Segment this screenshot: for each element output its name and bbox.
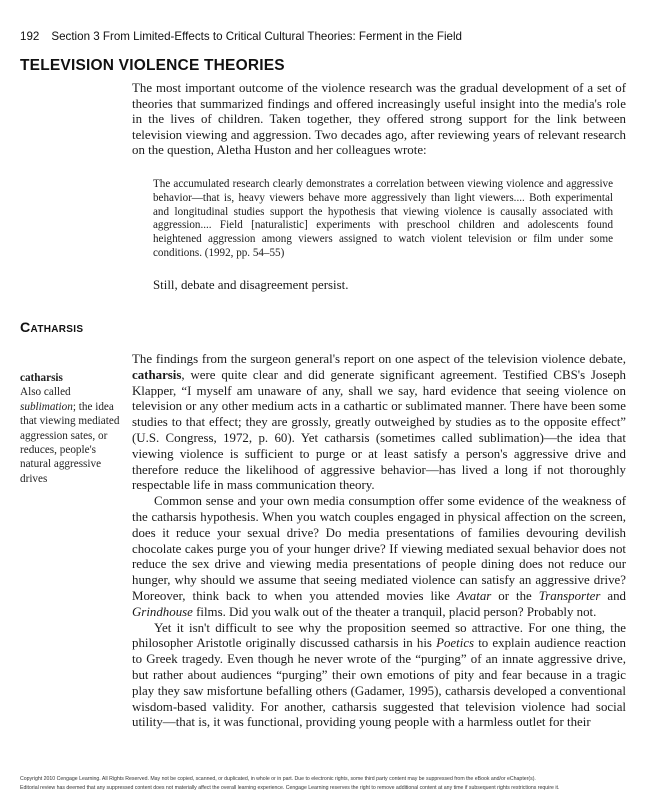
copyright-footer bbox=[20, 775, 630, 792]
film-title-grindhouse: Grindhouse bbox=[132, 604, 193, 619]
p1-key-term: catharsis bbox=[132, 367, 182, 382]
after-quote-paragraph: Still, debate and disagreement persist. bbox=[153, 278, 349, 292]
footer-line-1: Copyright 2010 Cengage Learning. All Rights Reserved. May not be copied, scanned, or duplicated, in whole or in part. Due to electronic rights, some third party content may be suppressed from the eBook and/or eChapter(s). bbox=[20, 776, 536, 782]
block-quote: The accumulated research clearly demonstrates a correlation between viewing violence and aggressive behavior—that is, heavy viewers behave more aggressively than light viewers.... Both experimental and longitudinal studies support the hypothesis that viewing violence is causally associated with aggression.... Field [naturalistic] experiments with preschool children and adolescents found heightened aggression among viewers assigned to watch violent television or film under some conditions. (1992, pp. 54–55) bbox=[153, 178, 613, 259]
p3-text-b: to explain audience reaction to Greek tragedy. Even though he never wrote of the “purging” of an innate aggressive drive, but rather about audiences “purging” their own emotions of pity and fear because in a tragic play they saw misfortune befalling others (Gadamer, 1995), catharsis developed a conventional wisdom-based validity. For another, catharsis suggested that television violence had social utility—that is, it was functional, providing young people with a harmless outlet for their bbox=[132, 636, 626, 730]
section-title: TELEVISION VIOLENCE THEORIES bbox=[20, 57, 285, 74]
p1-text-a: The findings from the surgeon general's report on one aspect of the television violence debate, bbox=[132, 352, 626, 366]
footer-line-2: Editorial review has deemed that any suppressed content does not materially affect the overall learning experience. Cengage Learning reserves the right to remove additional content at any time if subsequent rights restrictions require it. bbox=[20, 784, 560, 791]
p1-text-b: , were quite clear and did generate significant agreement. Testified CBS's Joseph Klapper, “I myself am unaware of any, shall we say, hard evidence that seeing violence on television or any other medium acts in a cathartic or sublimated manner. There have been some studies to that effect; they are grossly, greatly outweighed by studies as to the opposite effect” (U.S. Congress, 1972, p. 60). Yet catharsis (sometimes called sublimation)—the idea that viewing violence is sufficient to purge or at least satisfy a person's aggressive drive and therefore reduce the likelihood of aggressive behavior—has lived a long if not thoroughly respectable life in mass communication theory. bbox=[132, 367, 626, 493]
catharsis-heading: Catharsis bbox=[20, 320, 84, 336]
p2-text-b: or the bbox=[491, 588, 539, 603]
glossary-term: catharsis bbox=[20, 372, 63, 384]
intro-paragraph: The most important outcome of the violence research was the gradual development of a set of theories that summarized findings and offered increasingly useful insight into the media's role in the lives of children. Taken together, they offered strong support for the link between television viewing and aggression. Two decades ago, after reviewing years of relevant research on the question, Aletha Huston and her colleagues wrote: bbox=[132, 81, 626, 158]
glossary-def-prefix: Also called bbox=[20, 386, 71, 399]
p2-text-a: Common sense and your own media consumption offer some evidence of the weakness of the catharsis hypothesis. When you watch couples engaged in physical affection on the screen, does it reduce your sexual drive? Do media presentations of families devouring devilish chocolate cakes purge you of your hunger drive? If viewing mediated sexual behavior does not reduce the sex drive and viewing media presentations of people dining does not reduce our hunger, why should we assume that seeing mediated violence can satisfy an aggressive drive? Moreover, think back to when you attended movies like bbox=[132, 494, 626, 603]
running-head bbox=[20, 30, 620, 43]
margin-glossary-note bbox=[20, 371, 124, 486]
catharsis-body bbox=[132, 352, 626, 731]
catharsis-paragraph-1 bbox=[132, 352, 626, 494]
glossary-def-rest: ; the idea that viewing mediated aggression sates, or reduces, people's natural aggressive drives bbox=[20, 400, 120, 485]
p3-text-a: Yet it isn't difficult to see why the proposition seemed so attractive. For one thing, the philosopher Aristotle originally discussed catharsis in his bbox=[132, 620, 626, 651]
running-title: Section 3 From Limited-Effects to Critical Cultural Theories: Ferment in the Field bbox=[51, 30, 463, 43]
film-title-transporter: Transporter bbox=[538, 588, 601, 603]
p2-text-d: films. Did you walk out of the theater a tranquil, placid person? Probably not. bbox=[192, 604, 597, 619]
film-title-avatar: Avatar bbox=[456, 588, 492, 603]
page-number: 192 bbox=[20, 30, 40, 43]
catharsis-paragraph-3 bbox=[132, 621, 626, 732]
catharsis-paragraph-2 bbox=[132, 494, 626, 620]
p2-text-c: and bbox=[600, 588, 627, 603]
work-title-poetics: Poetics bbox=[436, 636, 475, 651]
glossary-def-italic: sublimation bbox=[20, 400, 73, 413]
